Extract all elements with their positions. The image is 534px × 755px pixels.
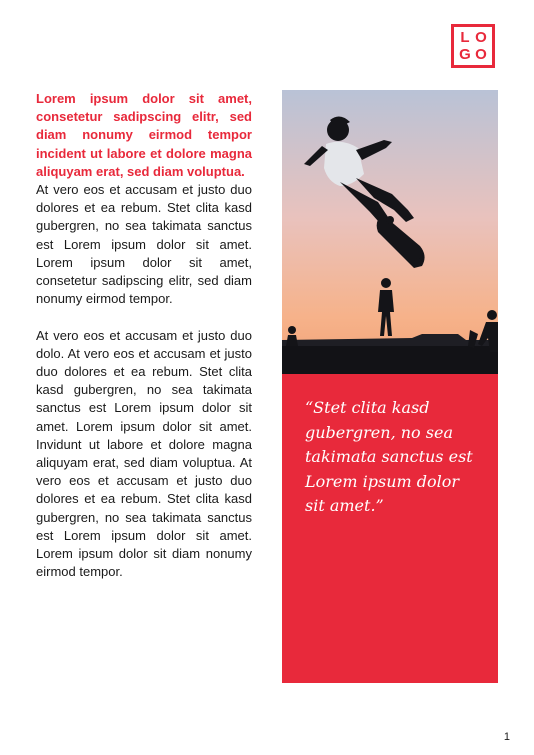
- body-text-column: [36, 90, 252, 581]
- skateboarder-photo: [282, 90, 498, 374]
- logo: [451, 24, 495, 68]
- logo-letter: O: [475, 46, 487, 63]
- body-paragraph: At vero eos et accusam et justo duo dolores et ea rebum. Stet clita kasd gubergren, no sea takimata sanctus est Lorem ipsum dolor sit amet. Lorem ipsum dolor sit amet, consetetur sadipscing elitr, sed diam nonumy eirmod tempor.: [36, 182, 252, 307]
- logo-letter: L: [460, 29, 470, 46]
- page-number: 1: [503, 731, 510, 743]
- logo-letter: O: [475, 29, 487, 46]
- body-paragraph: At vero eos et accusam et justo duo dolo. At vero eos et accusam et justo duo dolores et ea rebum. Stet clita kasd gubergren, no sea takimata sanctus est Lorem ipsum dolor sit amet. Lorem ipsum dolor sit amet. Invidunt ut labore et dolore magna aliquyam erat, sed diam voluptua. At vero eos et accusam et justo duo dolores et ea rebum. Stet clita kasd gubergren, no sea takimata sanctus est Lorem ipsum dolor sit amet. Lorem ipsum dolor sit diam nonumy eirmod tempor.: [36, 327, 252, 580]
- logo-letter: G: [459, 46, 471, 63]
- lead-paragraph: Lorem ipsum dolor sit amet, consetetur sadipscing elitr, sed diam nonumy eirmod tempor incident ut labore et dolore magna aliquyam erat, sed diam voluptua.: [36, 91, 252, 179]
- pull-quote: “Stet clita kasd gubergren, no sea takimata sanctus est Lorem ipsum dolor sit amet.”: [305, 398, 473, 515]
